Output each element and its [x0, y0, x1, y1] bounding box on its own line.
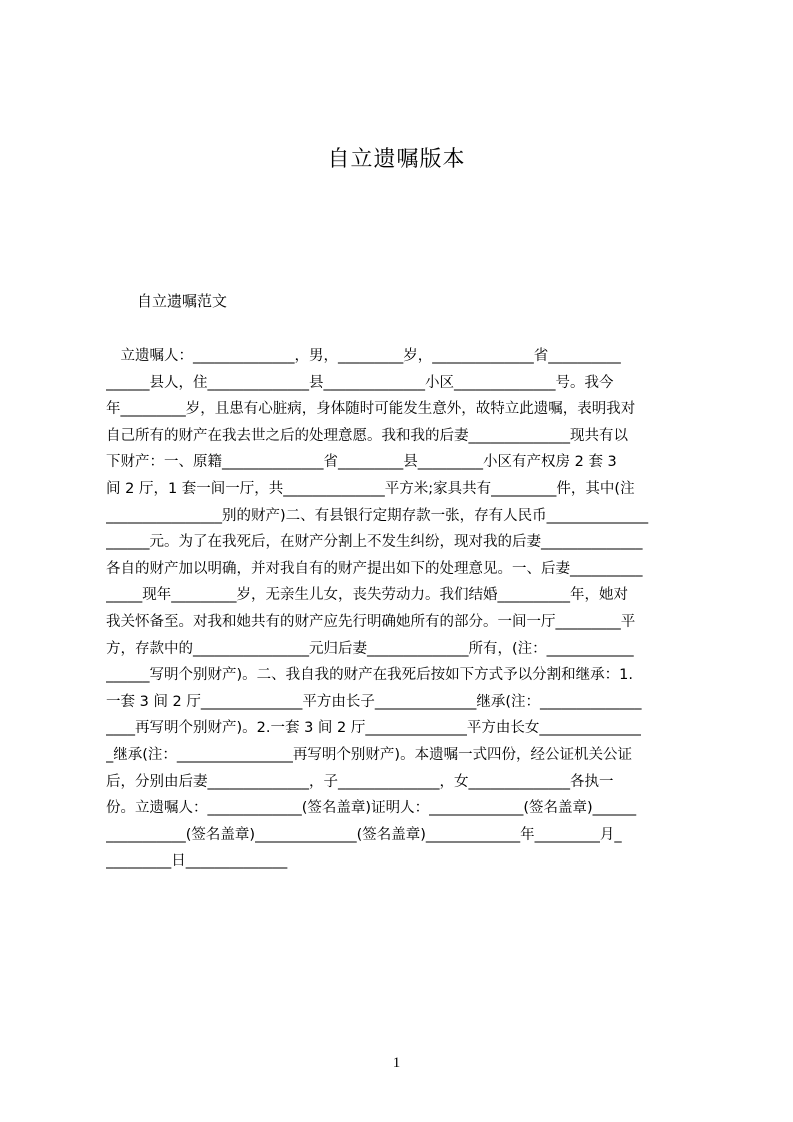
text-line: ________________别的财产)二、有县银行定期存款一张，存有人民币______________: [106, 507, 649, 524]
text-line: ___________(签名盖章)______________(签名盖章)_____________年_________月_: [106, 826, 622, 843]
text-line: ______县人，住______________县______________小区______________号。我今: [106, 374, 614, 391]
document-title: 自立遗嘱版本: [327, 147, 466, 172]
text-line: 我关怀备至。对我和她共有的财产应先行明确她所有的部分。一间一厅_________平: [106, 613, 636, 630]
text-line: _________日______________: [106, 853, 288, 870]
text-line: 自己所有的财产在我去世之后的处理意愿。我和我的后妻______________现共有以: [106, 427, 628, 444]
text-line: 一套 3 间 2 厅______________平方由长子______________继承(注：______________: [106, 693, 642, 710]
text-line: 立遗嘱人：______________，男，_________岁，______________省__________: [106, 348, 621, 364]
text-line: 方，存款中的________________元归后妻______________所有，(注：____________: [106, 640, 634, 657]
text-line: ____再写明个别财产)。2.一套 3 间 2 厅______________平方由长女______________: [106, 720, 641, 737]
text-line: 份。立遗嘱人：_____________(签名盖章)证明人：_____________(签名盖章)______: [106, 800, 637, 817]
text-line: ______元。为了在我死后，在财产分割上不发生纠纷，现对我的后妻______________: [106, 534, 643, 551]
text-line: 间 2 厅，1 套一间一厅，共______________平方米;家具共有_________件，其中(注: [106, 480, 635, 497]
text-line: ______写明个别财产)。二、我自我的财产在我死后按如下方式予以分割和继承：1.: [106, 667, 633, 684]
document-subtitle: 自立遗嘱范文: [137, 292, 228, 310]
text-line: 下财产：一、原籍______________省_________县_________小区有产权房 2 套 3: [106, 454, 617, 471]
page-number: 1: [392, 1055, 401, 1071]
text-line: 各自的财产加以明确，并对我自有的财产提出如下的处理意见。一、后妻__________: [106, 560, 643, 577]
text-line: _____现年_________岁，无亲生儿女，丧失劳动力。我们结婚__________年，她对: [106, 587, 628, 604]
text-line: 后，分别由后妻______________，子______________，女______________各执一: [106, 773, 614, 790]
text-line: _继承(注：________________再写明个别财产)。本遗嘱一式四份，经公证机关公证: [106, 746, 633, 763]
text-line: 年_________岁，且患有心脏病，身体随时可能发生意外，故特立此遗嘱，表明我对: [106, 401, 636, 418]
will-body-text: [106, 343, 697, 875]
